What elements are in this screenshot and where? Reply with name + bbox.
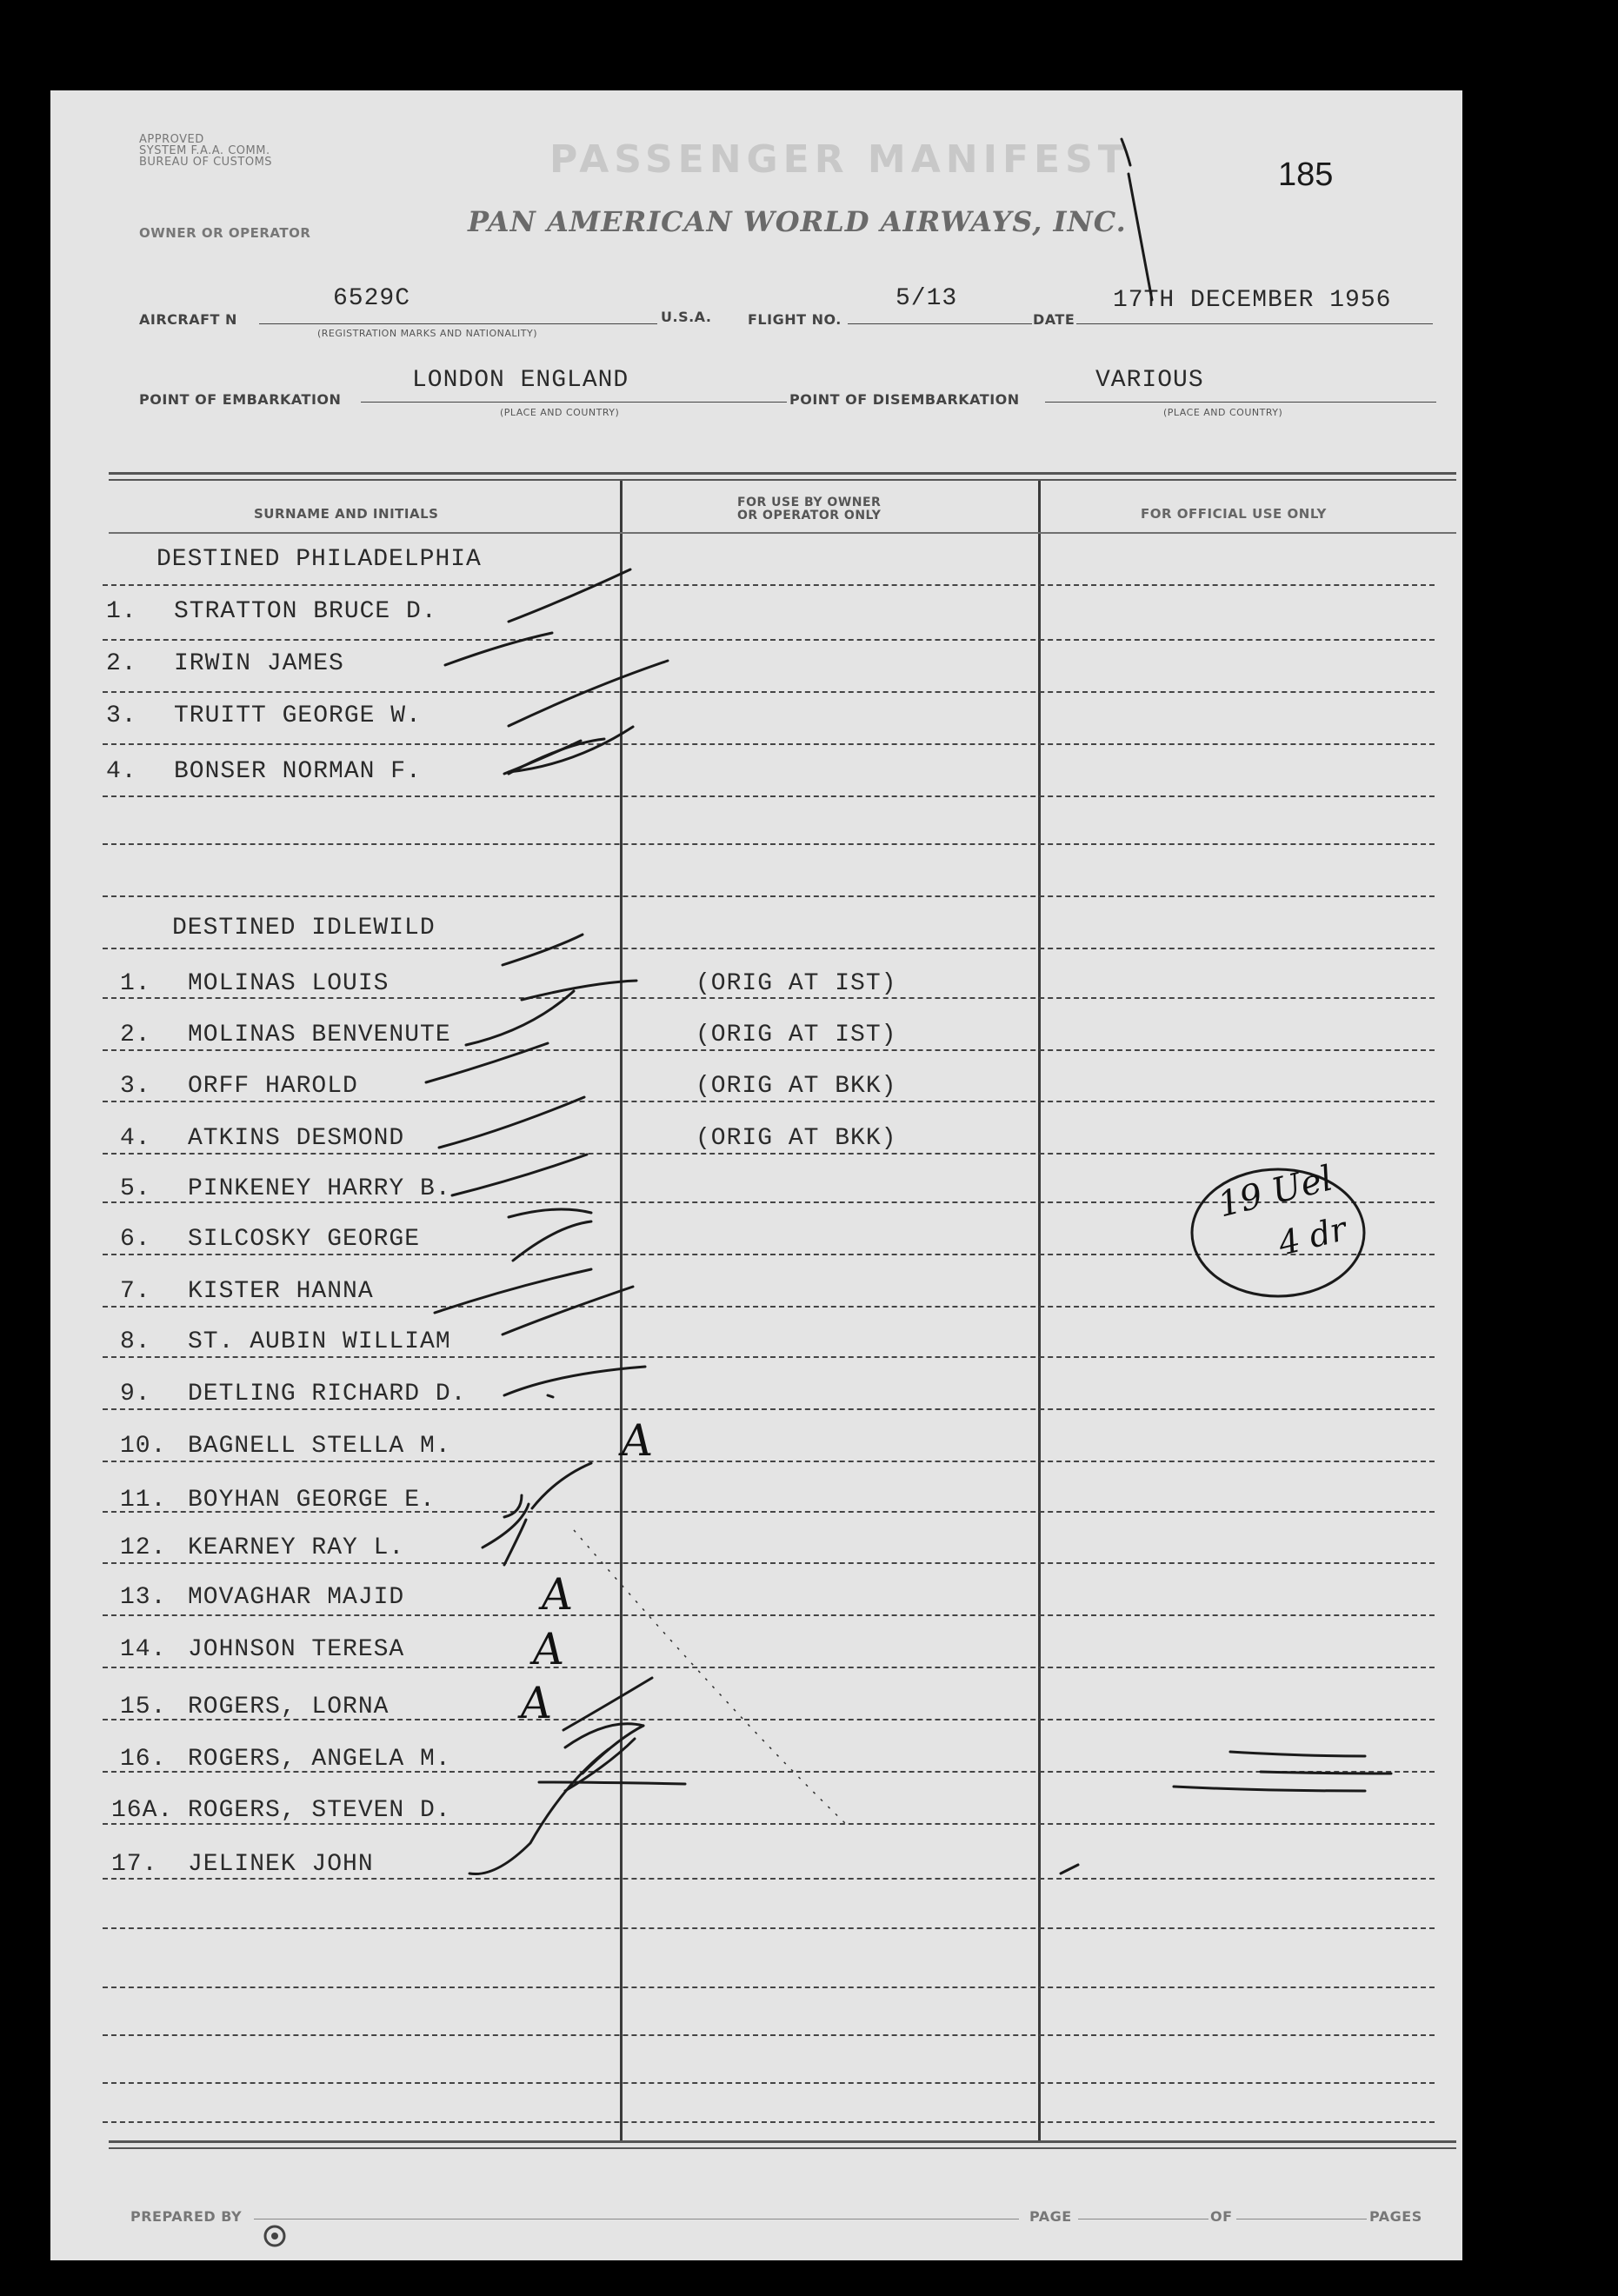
embarkation-sublabel: (PLACE AND COUNTRY): [500, 407, 620, 418]
passenger-name: ROGERS, LORNA: [188, 1694, 390, 1720]
column-header-official: FOR OFFICIAL USE ONLY: [1141, 506, 1327, 522]
row-number: 1.: [120, 970, 151, 997]
row-number: 9.: [120, 1381, 151, 1408]
passenger-name: KISTER HANNA: [188, 1278, 374, 1305]
row-number: 8.: [120, 1328, 151, 1355]
flight-label: FLIGHT NO.: [748, 311, 842, 328]
column-header-owner-1: FOR USE BY OWNER: [737, 496, 882, 509]
column-header-name: SURNAME AND INITIALS: [254, 506, 439, 522]
aircraft-value: 6529C: [333, 285, 411, 312]
flight-value: 5/13: [896, 285, 958, 312]
handwritten-a-mark: A: [536, 1569, 576, 1620]
owner-label: OWNER OR OPERATOR: [139, 225, 311, 241]
origin-note: (ORIG AT IST): [696, 970, 897, 997]
passenger-name: STRATTON BRUCE D.: [174, 598, 437, 625]
row-number: 1.: [106, 598, 137, 625]
group-heading-philadelphia: DESTINED PHILADELPHIA: [156, 546, 482, 573]
passenger-name: IRWIN JAMES: [174, 650, 344, 677]
row-number: 7.: [120, 1278, 151, 1305]
group-heading-idlewild: DESTINED IDLEWILD: [172, 915, 436, 942]
row-number: 14.: [120, 1636, 167, 1663]
passenger-name: SILCOSKY GEORGE: [188, 1226, 421, 1253]
row-number: 5.: [120, 1175, 151, 1202]
passenger-name: MOLINAS LOUIS: [188, 970, 390, 997]
passenger-name: TRUITT GEORGE W.: [174, 702, 422, 729]
passenger-name: ST. AUBIN WILLIAM: [188, 1328, 451, 1355]
approval-line-3: BUREAU OF CUSTOMS: [139, 156, 273, 169]
pages-label: PAGES: [1369, 2208, 1422, 2225]
passenger-name: ATKINS DESMOND: [188, 1125, 405, 1152]
row-number: 11.: [120, 1487, 167, 1514]
passenger-name: DETLING RICHARD D.: [188, 1381, 467, 1408]
page-label: PAGE: [1029, 2208, 1072, 2225]
row-number: 15.: [120, 1694, 167, 1720]
embarkation-value: LONDON ENGLAND: [412, 367, 629, 394]
of-label: OF: [1210, 2208, 1233, 2225]
owner-value: PAN AMERICAN WORLD AIRWAYS, INC.: [468, 205, 1127, 238]
row-number: 2.: [120, 1022, 151, 1048]
table-bottom-rule: [109, 2140, 1456, 2143]
row-number: 13.: [120, 1584, 167, 1611]
table-bottom-rule-2: [109, 2147, 1456, 2149]
aircraft-sublabel: (REGISTRATION MARKS AND NATIONALITY): [317, 328, 538, 339]
row-number: 17.: [111, 1851, 158, 1878]
handwritten-a-mark: A: [516, 1678, 556, 1728]
passenger-name: PINKENEY HARRY B.: [188, 1175, 451, 1202]
approval-line-2: SYSTEM F.A.A. COMM.: [139, 144, 270, 157]
usa-label: U.S.A.: [661, 309, 712, 325]
row-number: 2.: [106, 650, 137, 677]
passenger-name: KEARNEY RAY L.: [188, 1534, 405, 1561]
row-number: 10.: [120, 1433, 167, 1460]
passenger-name: BOYHAN GEORGE E.: [188, 1487, 436, 1514]
row-number: 3.: [106, 702, 137, 729]
column-header-owner-2: OR OPERATOR ONLY: [737, 509, 882, 522]
disembarkation-sublabel: (PLACE AND COUNTRY): [1163, 407, 1283, 418]
form-title: PASSENGER MANIFEST: [549, 137, 1129, 182]
passenger-name: ROGERS, STEVEN D.: [188, 1797, 451, 1824]
passenger-name: BAGNELL STELLA M.: [188, 1433, 451, 1460]
passenger-name: JELINEK JOHN: [188, 1851, 374, 1878]
row-number: 12.: [120, 1534, 167, 1561]
passenger-name: ORFF HAROLD: [188, 1073, 358, 1100]
circled-note-line-1: 19 Uel: [1214, 1158, 1337, 1226]
passenger-name: JOHNSON TERESA: [188, 1636, 405, 1663]
row-number: 4.: [120, 1125, 151, 1152]
page-number: 185: [1278, 156, 1334, 193]
footer-logo: [259, 2222, 294, 2252]
disembarkation-value: VARIOUS: [1095, 367, 1204, 394]
origin-note: (ORIG AT BKK): [696, 1073, 897, 1100]
prepared-by-label: PREPARED BY: [130, 2208, 243, 2225]
handwritten-a-mark: A: [528, 1624, 568, 1674]
row-number: 4.: [106, 758, 137, 785]
handwritten-a-mark: A: [616, 1415, 656, 1466]
approval-line-1: APPROVED: [139, 133, 204, 146]
row-number: 3.: [120, 1073, 151, 1100]
passenger-name: ROGERS, ANGELA M.: [188, 1746, 451, 1773]
origin-note: (ORIG AT BKK): [696, 1125, 897, 1152]
circled-note-line-2: 4 dr: [1274, 1209, 1350, 1263]
date-label: DATE: [1033, 311, 1075, 328]
passenger-name: BONSER NORMAN F.: [174, 758, 422, 785]
aircraft-label: AIRCRAFT N: [139, 311, 237, 328]
embarkation-label: POINT OF EMBARKATION: [139, 391, 342, 408]
row-number: 6.: [120, 1226, 151, 1253]
origin-note: (ORIG AT IST): [696, 1022, 897, 1048]
date-value: 17TH DECEMBER 1956: [1113, 287, 1392, 314]
disembarkation-label: POINT OF DISEMBARKATION: [789, 391, 1020, 408]
row-number: 16.: [120, 1746, 167, 1773]
passenger-name: MOLINAS BENVENUTE: [188, 1022, 451, 1048]
passenger-name: MOVAGHAR MAJID: [188, 1584, 405, 1611]
row-number: 16A.: [111, 1797, 174, 1824]
